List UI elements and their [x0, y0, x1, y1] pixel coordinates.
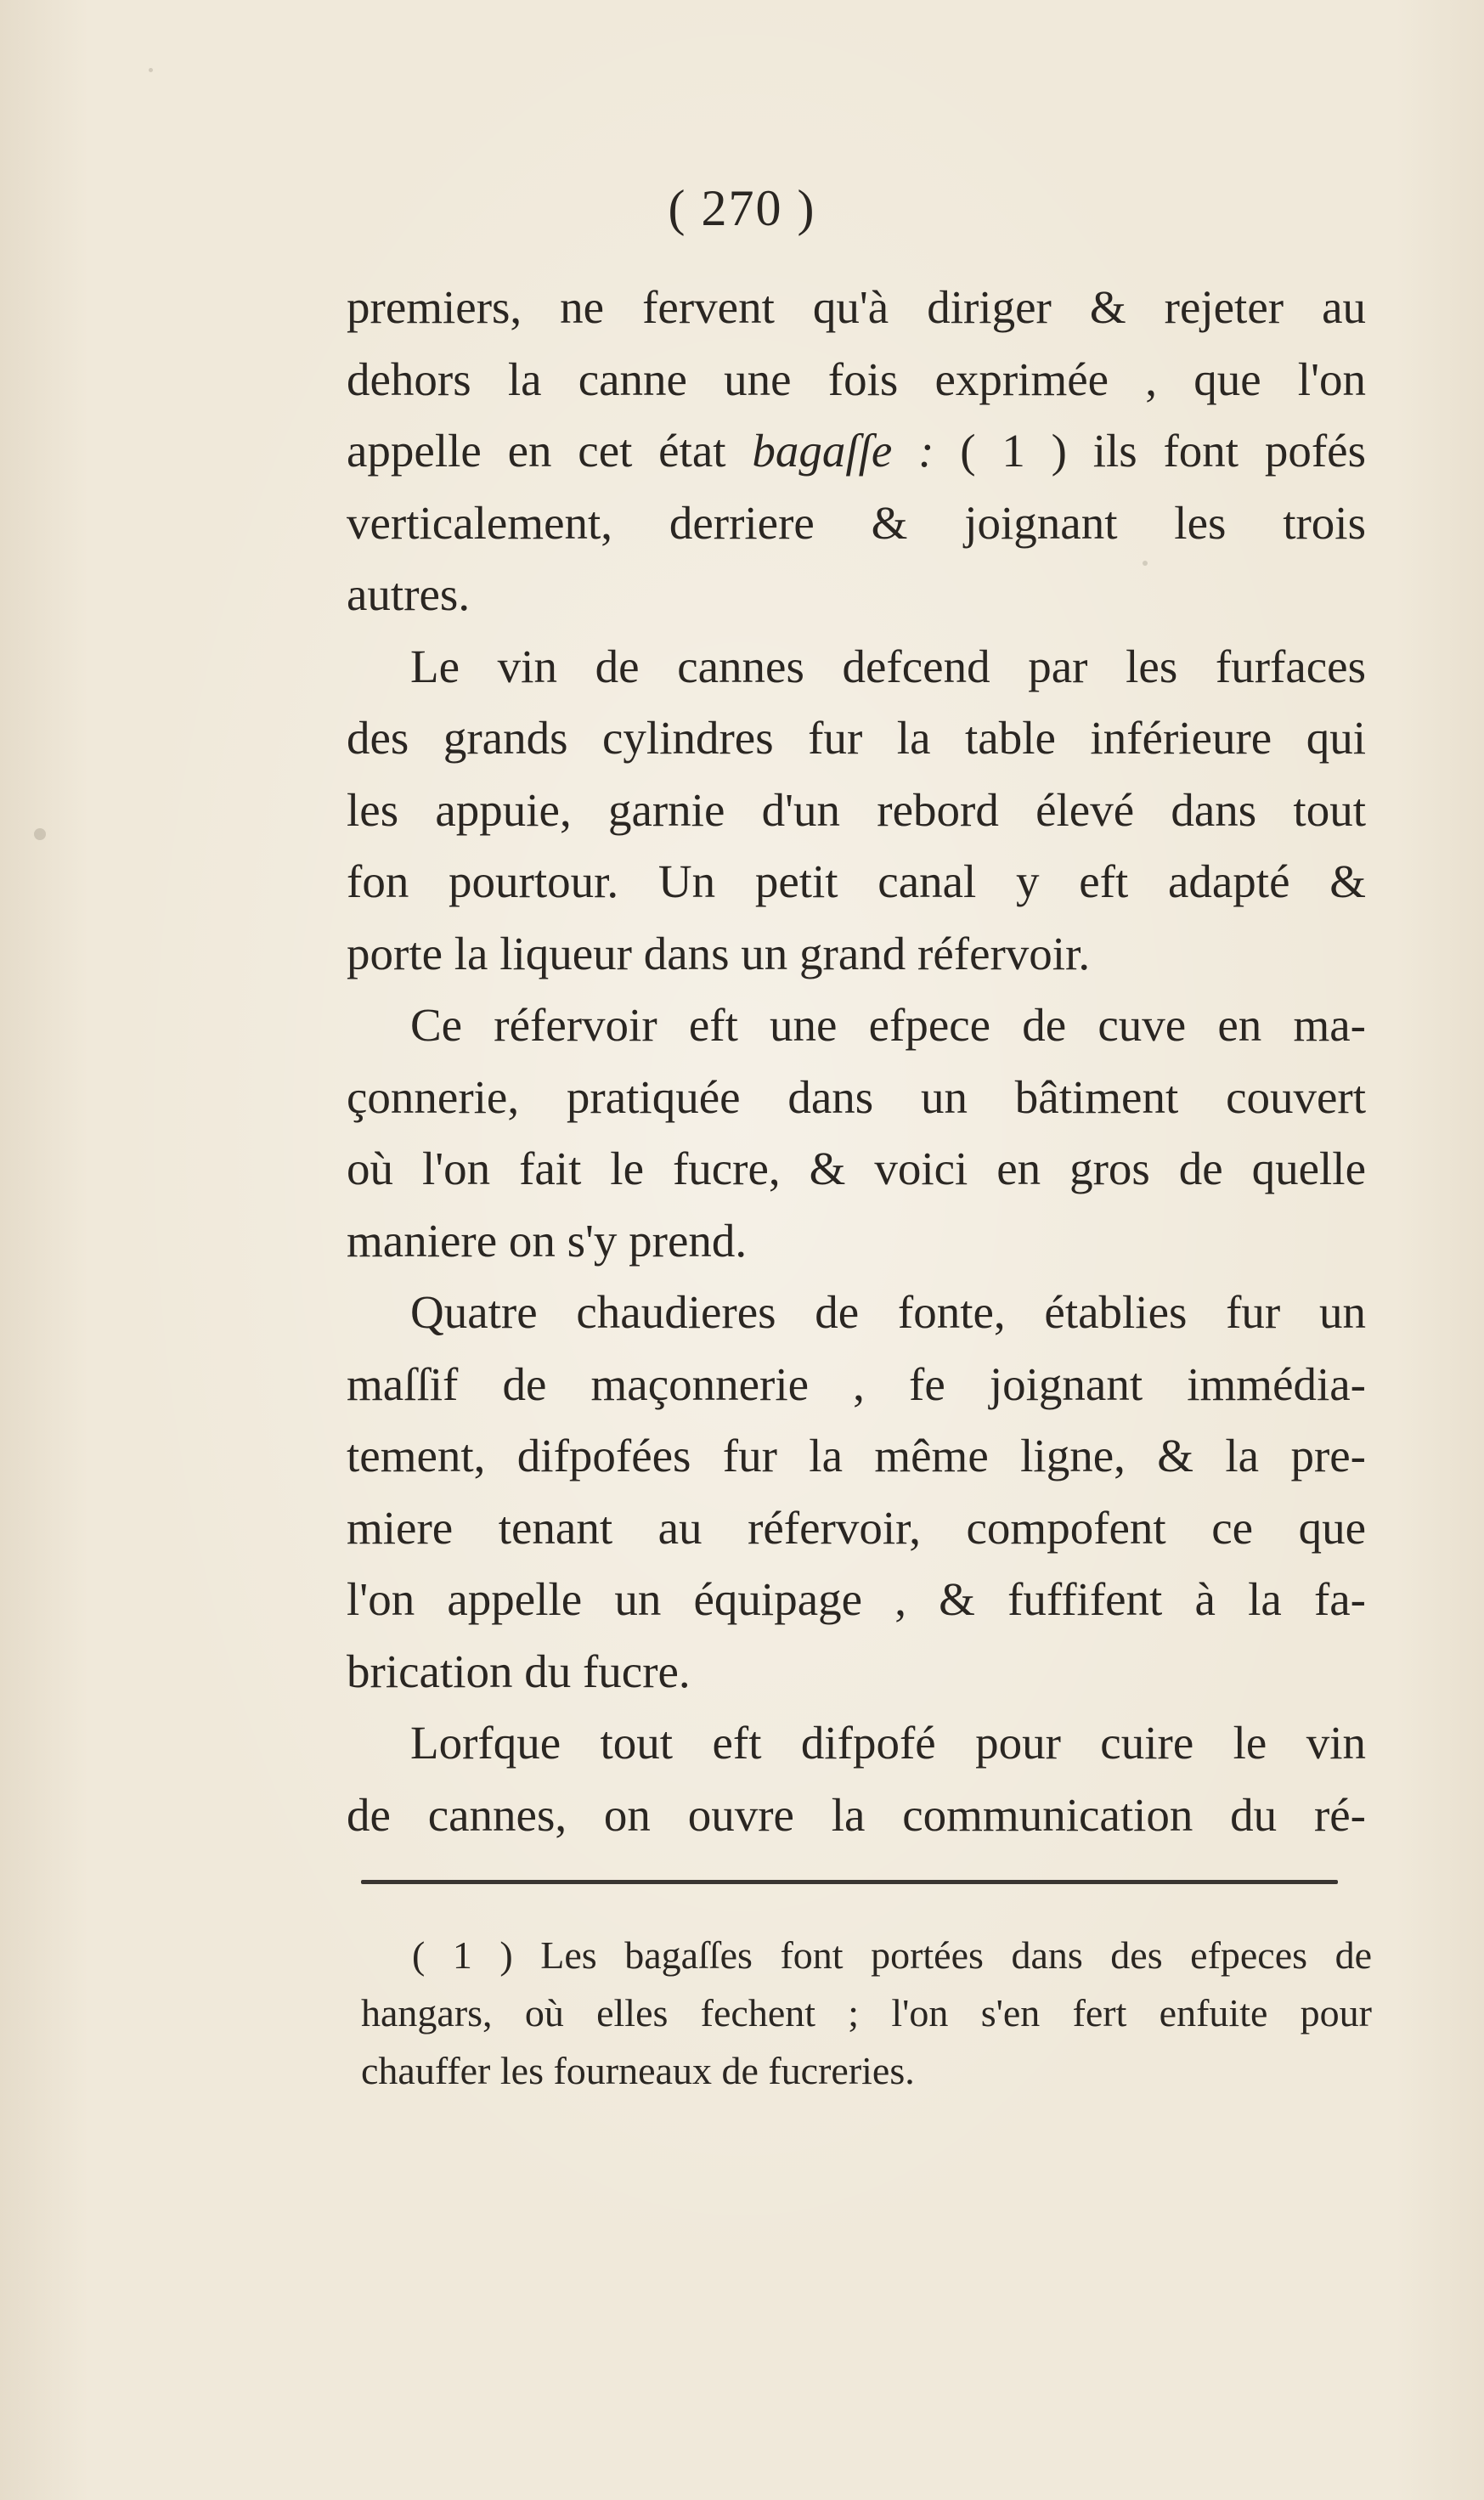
text-line: de cannes, on ouvre la communication du ré-	[347, 1788, 1366, 1841]
text-line: premiers, ne fervent qu'à diriger & rejeter au	[347, 281, 1366, 333]
text-line: Ce réfervoir eft une efpece de cuve en ma-	[410, 999, 1366, 1051]
text-line: Lorfque tout eft difpofé pour cuire le vin	[410, 1717, 1366, 1769]
paper-spot	[34, 828, 46, 840]
text-line: maſſif de maçonnerie , fe joignant immédia-	[347, 1357, 1366, 1410]
text-line: fon pourtour. Un petit canal y eft adapté &	[347, 855, 1366, 907]
text-line: des grands cylindres fur la table inférieure qui	[347, 712, 1366, 764]
text-line: appelle en cet état bagaſſe : ( 1 ) ils font pofés	[347, 425, 1366, 477]
text-line: miere tenant au réfervoir, compofent ce que	[347, 1501, 1366, 1554]
text-line: verticalement, derriere & joignant les trois	[347, 496, 1366, 549]
footnote	[361, 1927, 1372, 2100]
body-text	[347, 272, 1366, 1851]
paper-spot	[149, 68, 153, 72]
text-line: tement, difpofées fur la même ligne, & la pre-	[347, 1430, 1366, 1481]
text-line: Le vin de cannes defcend par les furfaces	[410, 640, 1366, 692]
page-number-header: ( 270 )	[668, 180, 816, 236]
text-line: l'on appelle un équipage , & fuffifent à la fa-	[347, 1573, 1366, 1625]
footnote-divider	[361, 1880, 1338, 1884]
text-line: dehors la canne une fois exprimée , que l'on	[347, 353, 1366, 405]
text-line: çonnerie, pratiquée dans un bâtiment couvert	[347, 1070, 1366, 1123]
text-line: Quatre chaudieres de fonte, établies fur un	[410, 1286, 1366, 1338]
text-line: autres.	[347, 568, 471, 620]
text-line: où l'on fait le fucre, & voici en gros de quelle	[347, 1143, 1366, 1194]
text-line: maniere on s'y prend.	[347, 1214, 748, 1267]
text-line: les appuie, garnie d'un rebord élevé dans tout	[347, 783, 1366, 836]
text-line: brication du fucre.	[347, 1645, 691, 1697]
italic-term: bagaſſe :	[752, 425, 934, 477]
footnote-line: hangars, où elles fechent ; l'on s'en fert enfuite pour	[361, 1991, 1372, 2034]
footnote-line: ( 1 ) Les bagaſſes font portées dans des efpeces de	[412, 1933, 1372, 1977]
footnote-line: chauffer les fourneaux de fucreries.	[361, 2049, 915, 2092]
text-line: porte la liqueur dans un grand réfervoir.	[347, 927, 1091, 979]
